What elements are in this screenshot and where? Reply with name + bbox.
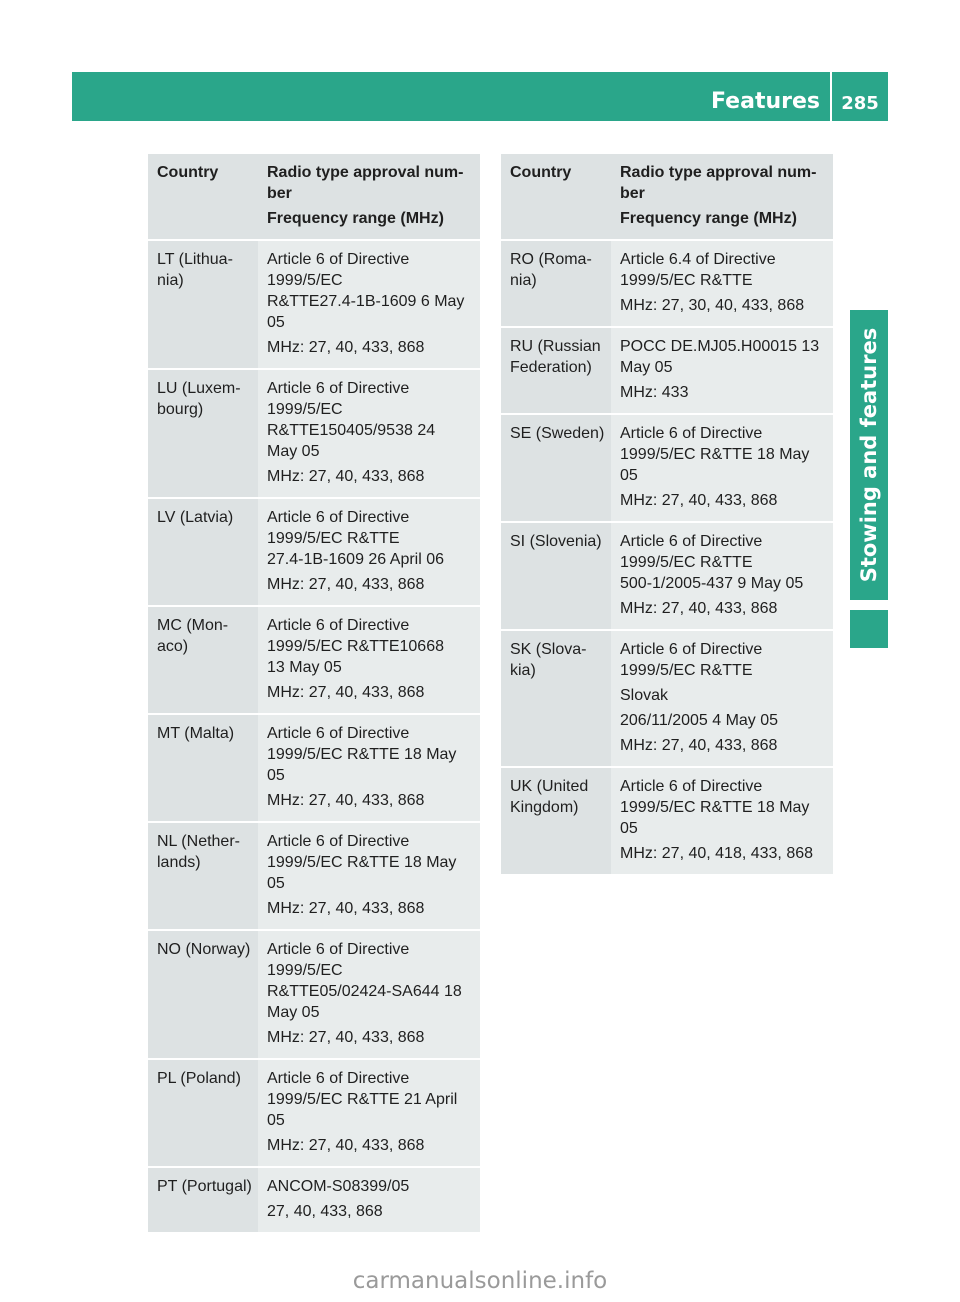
approval-text-line: MHz: 27, 40, 433, 868: [267, 684, 425, 701]
approval-detail-cell: [611, 522, 833, 630]
approval-text-line: R&TTE05/02424-SA644 18: [267, 983, 462, 1000]
country-name-line: RU (Russian: [510, 338, 601, 355]
approval-text-line: MHz: 27, 40, 418, 433, 868: [620, 845, 814, 862]
approval-text-line: 1999/5/EC R&TTE 21 April: [267, 1091, 458, 1108]
approval-text-line: MHz: 27, 40, 433, 868: [267, 1029, 425, 1046]
approval-paragraph: [267, 1135, 475, 1156]
table-row: [148, 240, 480, 369]
table-row: [148, 714, 480, 822]
approval-detail-cell: [258, 606, 480, 714]
approval-text-line: R&TTE150405/9538 24: [267, 422, 436, 439]
approval-detail-cell: [258, 498, 480, 606]
country-name-line: Federation): [510, 359, 592, 376]
approval-text-line: 05: [620, 467, 638, 484]
country-name-line: MC (Mon-: [157, 617, 229, 634]
country-cell: [501, 414, 611, 522]
header-country: Country: [148, 154, 258, 240]
approval-paragraph: [267, 939, 475, 1023]
country-name-line: LV (Latvia): [157, 509, 234, 526]
chapter-marker-square: [850, 610, 888, 648]
country-name-line: SI (Slovenia): [510, 533, 602, 550]
approval-paragraph: [267, 723, 475, 786]
country-name-line: PT (Portugal): [157, 1178, 252, 1195]
table-row: [148, 822, 480, 930]
approval-paragraph: [620, 843, 828, 864]
approval-text-line: MHz: 27, 40, 433, 868: [267, 576, 425, 593]
approval-text-line: MHz: 27, 40, 433, 868: [267, 339, 425, 356]
approval-text-line: MHz: 27, 40, 433, 868: [267, 900, 425, 917]
approval-text-line: Article 6 of Directive: [620, 778, 763, 795]
approval-table-left: [148, 154, 480, 1232]
approval-paragraph: [267, 682, 475, 703]
approval-text-line: 05: [267, 767, 285, 784]
approval-paragraph: [267, 1201, 475, 1222]
approval-text-line: R&TTE27.4-1B-1609 6 May: [267, 293, 465, 310]
country-name-line: lands): [157, 854, 201, 871]
country-name-line: SE (Sweden): [510, 425, 605, 442]
country-cell: [148, 606, 258, 714]
country-name-line: LU (Luxem-: [157, 380, 241, 397]
approval-paragraph: [620, 295, 828, 316]
country-cell: [501, 630, 611, 767]
approval-text-line: MHz: 27, 40, 433, 868: [267, 792, 425, 809]
approval-text-line: Article 6 of Directive: [620, 533, 763, 550]
approval-text-line: 27, 40, 433, 868: [267, 1203, 383, 1220]
approval-detail-cell: [258, 822, 480, 930]
country-cell: [148, 714, 258, 822]
approval-detail-cell: [258, 240, 480, 369]
approval-text-line: 05: [267, 1112, 285, 1129]
approval-table-left-body: [148, 240, 480, 1232]
header-frequency: Frequency range (MHz): [620, 210, 797, 227]
approval-text-line: 1999/5/EC R&TTE 18 May: [620, 446, 810, 463]
header-approval-line: Radio type approval num-: [620, 164, 817, 181]
approval-text-line: 500-1/2005-437 9 May 05: [620, 575, 804, 592]
country-name-line: LT (Lithua-: [157, 251, 233, 268]
approval-detail-cell: [611, 414, 833, 522]
approval-paragraph: [267, 574, 475, 595]
approval-paragraph: [267, 898, 475, 919]
approval-detail-cell: [611, 630, 833, 767]
country-name-line: UK (United: [510, 778, 589, 795]
country-cell: [148, 1167, 258, 1232]
country-cell: [501, 767, 611, 874]
chapter-side-tab-label: Stowing and features: [857, 327, 881, 583]
approval-text-line: 05: [267, 314, 285, 331]
approval-text-line: May 05: [620, 359, 673, 376]
approval-paragraph: [267, 1068, 475, 1131]
table-row: [501, 240, 833, 327]
approval-text-line: May 05: [267, 1004, 320, 1021]
country-cell: [148, 822, 258, 930]
country-name-line: nia): [510, 272, 537, 289]
approval-detail-cell: [611, 327, 833, 414]
approval-paragraph: [620, 382, 828, 403]
approval-detail-cell: [258, 369, 480, 498]
approval-text-line: May 05: [267, 443, 320, 460]
country-name-line: Kingdom): [510, 799, 579, 816]
country-name-line: NO (Norway): [157, 941, 251, 958]
approval-text-line: 1999/5/EC R&TTE: [620, 554, 753, 571]
country-cell: [148, 240, 258, 369]
approval-paragraph: [267, 790, 475, 811]
approval-text-line: ANCOM-S08399/05: [267, 1178, 410, 1195]
table-row: [501, 522, 833, 630]
table-row: [148, 930, 480, 1059]
approval-detail-cell: [258, 714, 480, 822]
header-approval-line: ber: [267, 185, 292, 202]
country-name-line: kia): [510, 662, 536, 679]
approval-detail-cell: [258, 1059, 480, 1167]
country-name-line: bourg): [157, 401, 204, 418]
approval-paragraph: [267, 831, 475, 894]
country-cell: [148, 930, 258, 1059]
approval-text-line: MHz: 27, 40, 433, 868: [620, 737, 778, 754]
table-header-row: [501, 154, 833, 240]
approval-paragraph: [267, 507, 475, 570]
section-header-bar: [72, 72, 888, 121]
approval-text-line: 1999/5/EC: [267, 272, 343, 289]
approval-text-line: 13 May 05: [267, 659, 342, 676]
header-country: Country: [501, 154, 611, 240]
header-frequency: Frequency range (MHz): [267, 210, 444, 227]
approval-text-line: 1999/5/EC R&TTE 18 May: [267, 746, 457, 763]
approval-text-line: MHz: 27, 40, 433, 868: [267, 468, 425, 485]
approval-paragraph: [620, 336, 828, 378]
approval-paragraph: [620, 776, 828, 839]
approval-paragraph: [620, 639, 828, 681]
country-cell: [148, 369, 258, 498]
country-name-line: NL (Nether-: [157, 833, 240, 850]
approval-text-line: 1999/5/EC R&TTE: [267, 530, 400, 547]
page-number: 285: [841, 93, 879, 114]
approval-table-right-body: [501, 240, 833, 874]
header-approval-line: ber: [620, 185, 645, 202]
approval-paragraph: [267, 615, 475, 678]
table-row: [501, 767, 833, 874]
approval-text-line: 1999/5/EC R&TTE: [620, 272, 753, 289]
approval-paragraph: [620, 710, 828, 731]
chapter-side-tab: [850, 310, 888, 600]
table-row: [501, 414, 833, 522]
approval-paragraph: [267, 249, 475, 333]
country-cell: [501, 327, 611, 414]
approval-text-line: MHz: 433: [620, 384, 689, 401]
approval-detail-cell: [611, 240, 833, 327]
section-title: Features: [711, 89, 820, 114]
country-name-line: RO (Roma-: [510, 251, 592, 268]
approval-text-line: 05: [620, 820, 638, 837]
country-cell: [501, 240, 611, 327]
table-row: [148, 606, 480, 714]
table-row: [501, 327, 833, 414]
approval-paragraph: [620, 735, 828, 756]
approval-text-line: Article 6 of Directive: [267, 251, 410, 268]
approval-text-line: 05: [267, 875, 285, 892]
country-cell: [501, 522, 611, 630]
watermark: carmanualsonline.info: [352, 1268, 608, 1294]
approval-text-line: Article 6 of Directive: [267, 380, 410, 397]
table-row: [148, 1059, 480, 1167]
approval-paragraph: [620, 423, 828, 486]
header-approval: [258, 154, 480, 240]
approval-paragraph: [620, 531, 828, 594]
approval-text-line: MHz: 27, 40, 433, 868: [620, 600, 778, 617]
approval-paragraph: [267, 337, 475, 358]
header-approval-line: Radio type approval num-: [267, 164, 464, 181]
approval-paragraph: [267, 466, 475, 487]
approval-text-line: Article 6 of Directive: [620, 641, 763, 658]
country-name-line: aco): [157, 638, 189, 655]
approval-text-line: MHz: 27, 40, 433, 868: [267, 1137, 425, 1154]
approval-text-line: Article 6 of Directive: [267, 833, 410, 850]
table-row: [148, 1167, 480, 1232]
approval-text-line: 1999/5/EC R&TTE10668: [267, 638, 444, 655]
approval-text-line: Article 6 of Directive: [267, 617, 410, 634]
table-row: [148, 498, 480, 606]
table-header-row: [148, 154, 480, 240]
approval-paragraph: [267, 1027, 475, 1048]
approval-paragraph: [267, 378, 475, 462]
table-row: [501, 630, 833, 767]
approval-text-line: MHz: 27, 30, 40, 433, 868: [620, 297, 805, 314]
approval-text-line: Article 6 of Directive: [267, 1070, 410, 1087]
approval-text-line: Slovak: [620, 687, 669, 704]
approval-text-line: Article 6 of Directive: [267, 725, 410, 742]
approval-text-line: MHz: 27, 40, 433, 868: [620, 492, 778, 509]
country-cell: [148, 498, 258, 606]
approval-text-line: 1999/5/EC R&TTE 18 May: [267, 854, 457, 871]
table-row: [148, 369, 480, 498]
approval-text-line: 1999/5/EC R&TTE 18 May: [620, 799, 810, 816]
approval-detail-cell: [258, 930, 480, 1059]
approval-text-line: 1999/5/EC: [267, 962, 343, 979]
approval-text-line: 206/11/2005 4 May 05: [620, 712, 779, 729]
approval-text-line: 1999/5/EC: [267, 401, 343, 418]
country-name-line: nia): [157, 272, 184, 289]
approval-text-line: 27.4-1B-1609 26 April 06: [267, 551, 445, 568]
approval-text-line: POCC DE.MJ05.H00015 13: [620, 338, 820, 355]
country-name-line: SK (Slova-: [510, 641, 587, 658]
approval-paragraph: [620, 685, 828, 706]
header-approval: [611, 154, 833, 240]
approval-text-line: Article 6 of Directive: [267, 509, 410, 526]
country-name-line: MT (Malta): [157, 725, 235, 742]
approval-paragraph: [620, 598, 828, 619]
approval-text-line: Article 6.4 of Directive: [620, 251, 776, 268]
approval-paragraph: [620, 490, 828, 511]
approval-paragraph: [267, 1176, 475, 1197]
approval-detail-cell: [258, 1167, 480, 1232]
country-cell: [148, 1059, 258, 1167]
approval-text-line: Article 6 of Directive: [267, 941, 410, 958]
approval-table-right: [501, 154, 833, 874]
approval-text-line: 1999/5/EC R&TTE: [620, 662, 753, 679]
approval-detail-cell: [611, 767, 833, 874]
country-name-line: PL (Poland): [157, 1070, 241, 1087]
approval-text-line: Article 6 of Directive: [620, 425, 763, 442]
approval-paragraph: [620, 249, 828, 291]
